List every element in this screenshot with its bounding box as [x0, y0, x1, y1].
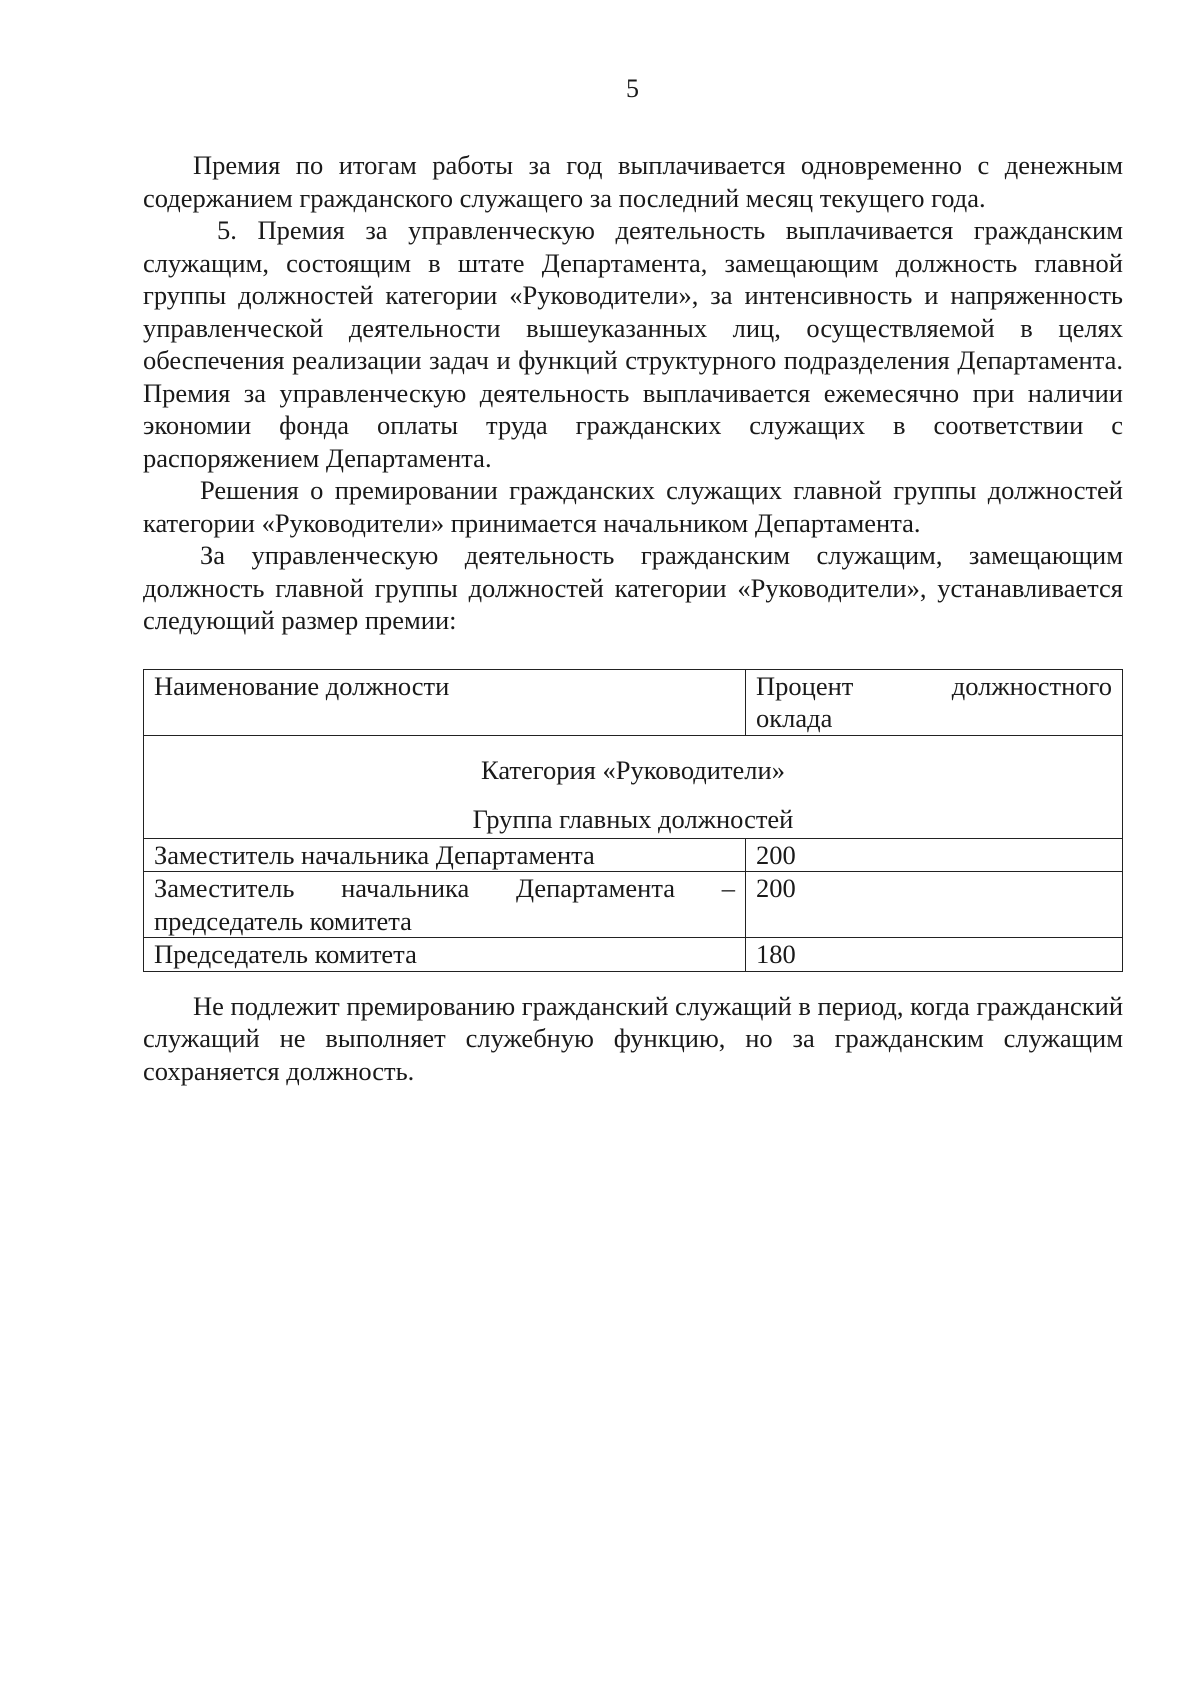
header-percent-line1: Процент должностного: [756, 670, 1112, 701]
row-percent: 200: [746, 838, 1123, 872]
row-position: Председатель комитета: [144, 938, 746, 972]
document-body: [143, 149, 1123, 1087]
paragraph-annual-bonus: Премия по итогам работы за год выплачивается одновременно с денежным содержанием гражданского служащего за последний месяц текущего года.: [143, 150, 1123, 213]
table-row: [144, 838, 1123, 872]
paragraph-bonus-decisions: Решения о премировании гражданских служащих главной группы должностей категории «Руководители» принимается начальником Департамента.: [143, 475, 1123, 538]
table-row: [144, 938, 1123, 972]
row-position: Заместитель начальника Департамента: [144, 838, 746, 872]
header-position: Наименование должности: [144, 669, 746, 735]
table-row: [144, 872, 1123, 938]
row-position: [144, 872, 746, 938]
category-label: Категория «Руководители»: [481, 754, 785, 785]
table-category-row: [144, 735, 1123, 838]
bonus-table: [143, 669, 1123, 972]
category-cell: [144, 735, 1123, 838]
header-percent: [746, 669, 1123, 735]
row-percent: 200: [746, 872, 1123, 938]
paragraph-bonus-amount-intro: За управленческую деятельность гражданским служащим, замещающим должность главной группы должностей категории «Руководители», устанавливается следующий размер премии:: [143, 540, 1123, 635]
page-number: 5: [626, 74, 639, 103]
paragraph-no-bonus: Не подлежит премированию гражданский служащий в период, когда гражданский служащий не выполняет служебную функцию, но за гражданским служащим сохраняется должность.: [143, 990, 1123, 1086]
table-header-row: [144, 669, 1123, 735]
row-position-line1: Заместитель начальника Департамента –: [154, 873, 735, 903]
paragraph-management-bonus: 5. Премия за управленческую деятельность выплачивается гражданским служащим, состоящим в штате Департамента, замещающим должность главной группы должностей категории «Руководители», за интенсивность и напряженность управленческой деятельности вышеуказанных лиц, осуществляемой в целях обеспечения реализации задач и функций структурного подразделения Департамента. Премия за управленческую деятельность выплачивается ежемесячно при наличии экономии фонда оплаты труда гражданских служащих в соответствии с распоряжением Департамента.: [143, 215, 1123, 473]
row-percent: 180: [746, 938, 1123, 972]
row-position-line2: председатель комитета: [154, 905, 412, 936]
header-percent-line2: оклада: [756, 703, 833, 733]
group-label: Группа главных должностей: [472, 804, 794, 834]
